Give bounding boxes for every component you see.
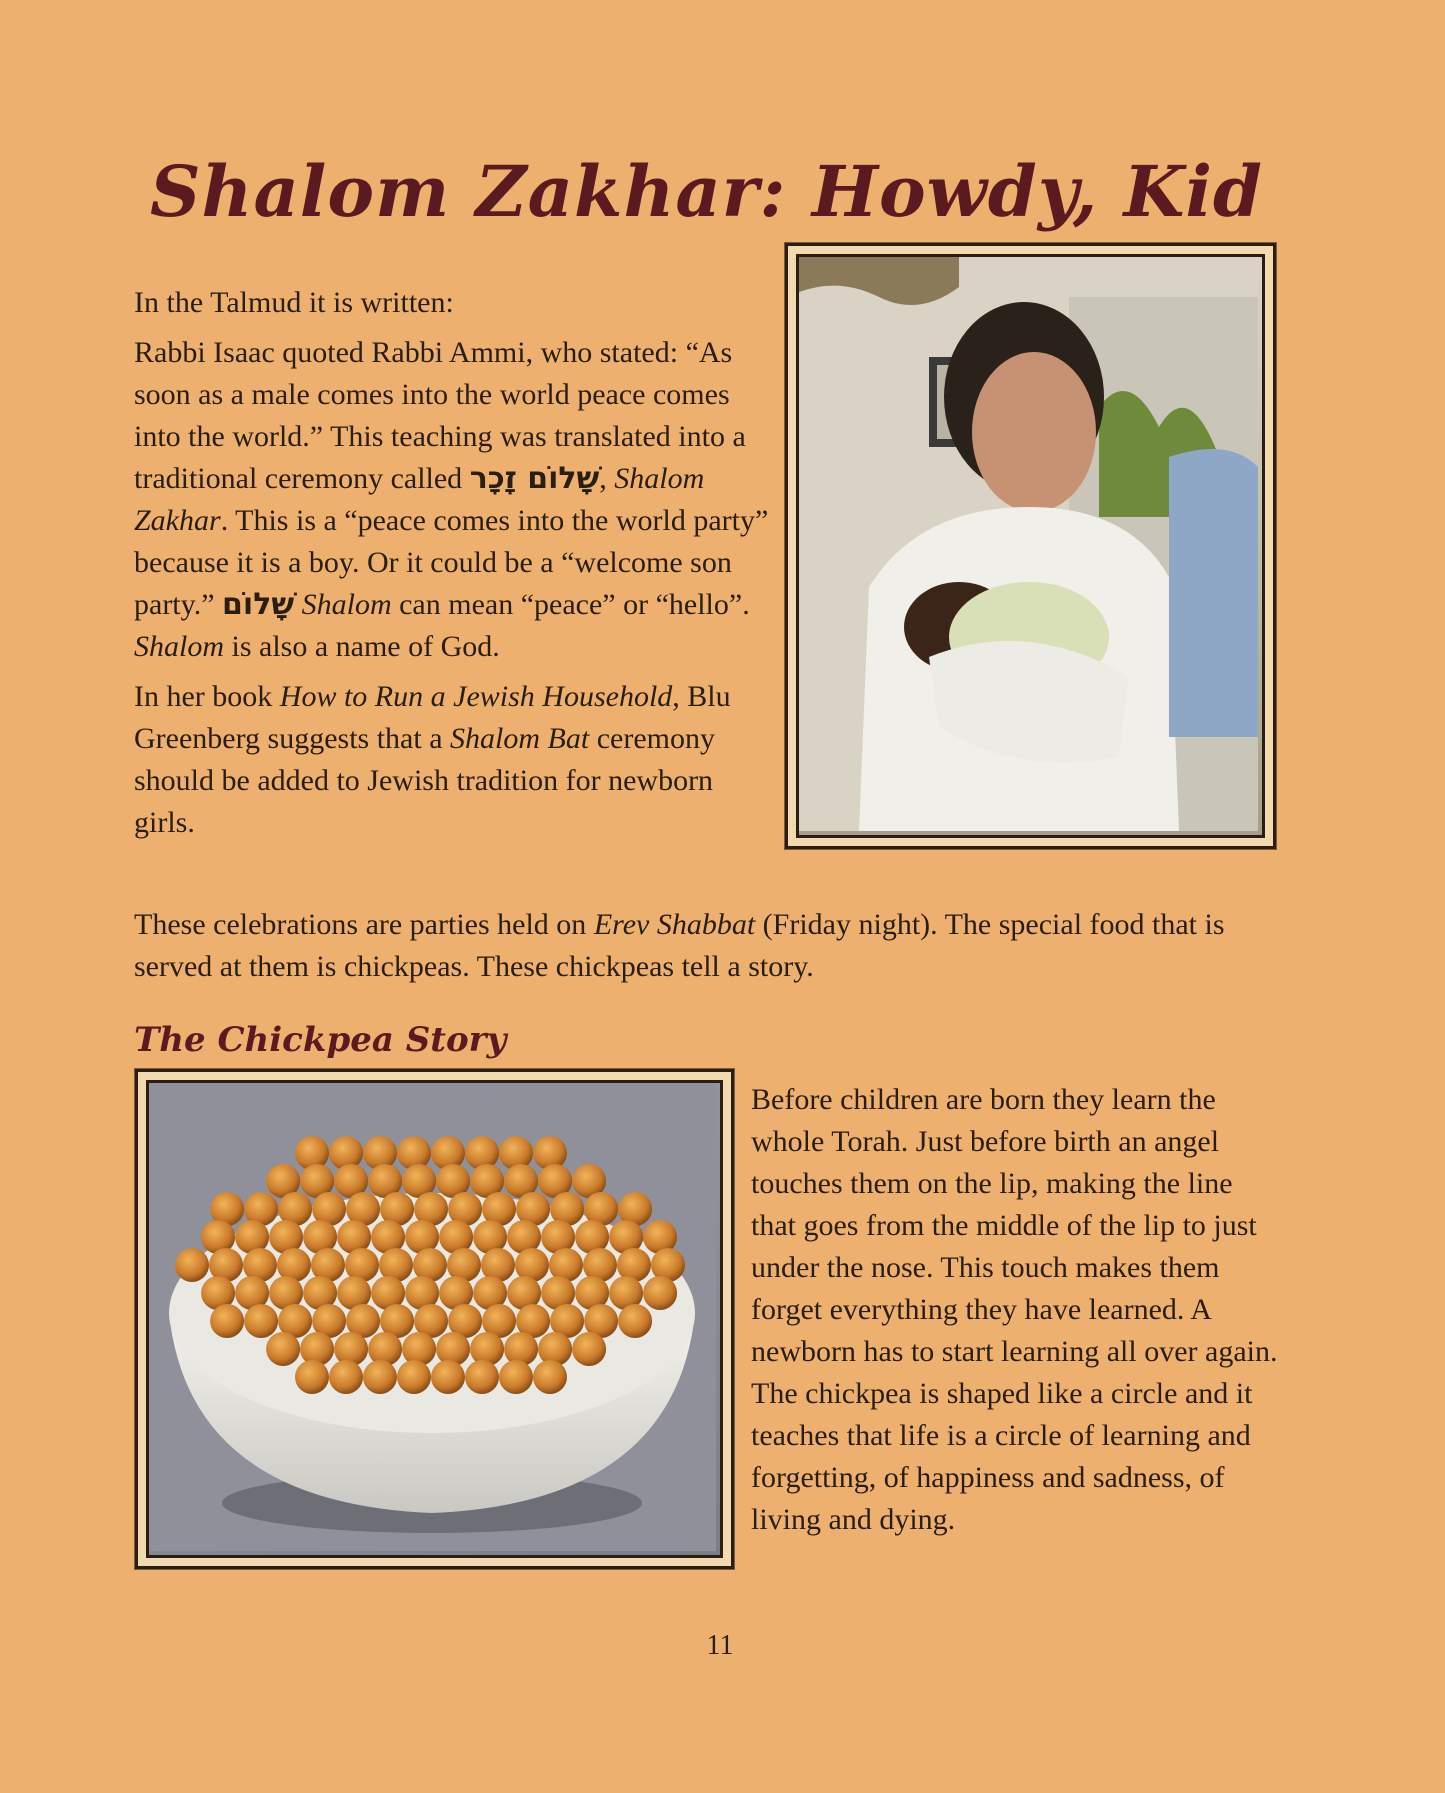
italic-term: Erev Shabbat bbox=[593, 908, 756, 941]
chickpea bbox=[210, 1304, 244, 1338]
italic-term: Shalom bbox=[301, 588, 392, 621]
book-title: How to Run a Jewish Household bbox=[279, 680, 673, 713]
chickpea bbox=[643, 1276, 677, 1310]
hebrew-shalom-zakhar: שָׁלוֹם זָכָר bbox=[469, 461, 600, 496]
celebration-paragraph bbox=[134, 904, 1274, 996]
shalom-zakhar-paragraph bbox=[134, 332, 774, 668]
page-title: Shalom Zakhar: Howdy, Kid bbox=[150, 150, 1263, 233]
paragraph-text: , bbox=[599, 462, 615, 495]
italic-term: Shalom Bat bbox=[450, 722, 590, 755]
father-baby-photo-frame bbox=[785, 243, 1276, 849]
chickpea bbox=[266, 1332, 300, 1366]
chickpea bbox=[175, 1248, 209, 1282]
paragraph-text: is also a name of God. bbox=[224, 630, 500, 663]
page-number: 11 bbox=[706, 1630, 734, 1661]
paragraph-text bbox=[294, 588, 302, 621]
paragraph-text: can mean “peace” or “hello”. bbox=[391, 588, 750, 621]
section-heading: The Chickpea Story bbox=[134, 1020, 507, 1060]
intro-text-block bbox=[134, 282, 774, 852]
paragraph-text: These celebrations are parties held on bbox=[134, 908, 594, 941]
chickpea-photo-frame bbox=[135, 1069, 734, 1569]
chickpea bbox=[431, 1360, 465, 1394]
chickpea bbox=[499, 1360, 533, 1394]
father-baby-photo bbox=[796, 254, 1265, 838]
paragraph-text: . This is a “peace comes into the world party” because it is a boy. Or it could be a “welcome son party.” bbox=[134, 504, 769, 621]
chickpea bbox=[465, 1360, 499, 1394]
paragraph-text: Rabbi Isaac quoted Rabbi Ammi, who stated: “As soon as a male comes into the world peace comes into the world.” This teaching was translated into a traditional ceremony called bbox=[134, 336, 746, 495]
chickpea bbox=[618, 1304, 652, 1338]
intro-line: In the Talmud it is written: bbox=[134, 286, 454, 319]
paragraph-text: (Friday night). The special food that is served at them is chickpeas. These chickpeas tell a story. bbox=[134, 908, 1225, 983]
italic-term: Shalom bbox=[134, 630, 224, 663]
chickpea bbox=[363, 1360, 397, 1394]
celebration-text bbox=[134, 904, 1274, 988]
chickpea-story-text: Before children are born they learn the whole Torah. Just before birth an angel touches them on the lip, making the line that goes from the middle of the lip to just under the nose. This touch makes them forget everything they have learned. A newborn has to start learning all over again. The chickpea is shaped like a circle and it teaches that life is a circle of learning and forgetting, of happiness and sadness, of living and dying. bbox=[751, 1083, 1278, 1536]
paragraph-text: , Blu Greenberg suggests that a bbox=[134, 680, 731, 755]
chickpea-bowl-photo bbox=[146, 1080, 723, 1558]
shalom-bat-paragraph bbox=[134, 676, 774, 844]
paragraph-text: In her book bbox=[134, 680, 280, 713]
chickpea bbox=[329, 1360, 363, 1394]
chickpea bbox=[572, 1332, 606, 1366]
chickpea bbox=[244, 1304, 278, 1338]
chickpea bbox=[397, 1360, 431, 1394]
hebrew-shalom: שָׁלוֹם bbox=[222, 587, 295, 622]
paragraph-text: ceremony should be added to Jewish tradition for newborn girls. bbox=[134, 722, 715, 839]
chickpea bbox=[295, 1360, 329, 1394]
chickpea bbox=[533, 1360, 567, 1394]
italic-term: Shalom Zakhar bbox=[134, 462, 705, 537]
